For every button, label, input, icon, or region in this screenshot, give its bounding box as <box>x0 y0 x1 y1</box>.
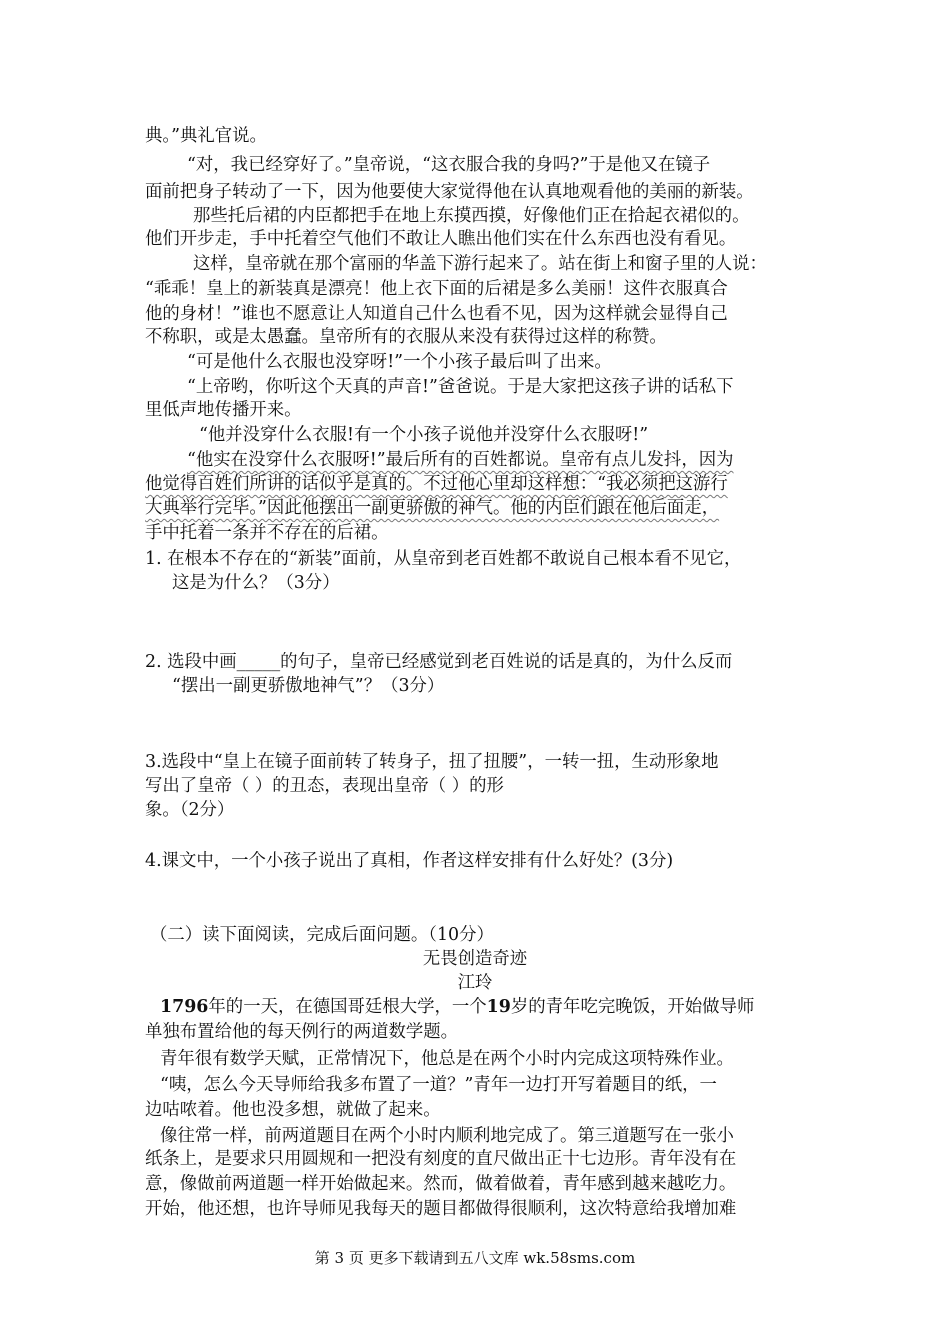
story-line: “可是他什么衣服也没穿呀!”一个小孩子最后叫了出来。 <box>187 352 612 372</box>
story-line: “乖乖！皇上的新装真是漂亮！他上衣下面的后裙是多么美丽！这件衣服真合 <box>145 279 728 299</box>
story-line: 那些托后裙的内臣都把手在地上东摸西摸，好像他们正在拾起衣裙似的。 <box>193 206 750 226</box>
question-3-cont: 象。（2分） <box>145 800 235 820</box>
article-line: 意，像做前两道题一样开始做起来。然而，做着做着，青年感到越来越吃力。 <box>145 1174 737 1194</box>
story-line: 面前把身子转动了一下，因为他要使大家觉得他在认真地观看他的美丽的新装。 <box>145 182 754 202</box>
story-line: 手中托着一条并不存在的后裙。 <box>145 523 389 543</box>
article-author: 江玲 <box>457 973 493 993</box>
article-line: 像往常一样，前两道题目在两个小时内顺利地完成了。第三道题写在一张小 <box>160 1126 734 1146</box>
question-2-cont: “摆出一副更骄傲地神气”？（3分） <box>172 676 445 696</box>
article-text: 岁的青年吃完晚饭，开始做导师 <box>510 997 755 1017</box>
article-line: 纸条上，是要求只用圆规和一把没有刻度的直尺做出正十七边形。青年没有在 <box>145 1149 737 1169</box>
story-line-underlined: 他觉得百姓们所讲的话似乎是真的。不过他心里却这样想：“我必须把这游行 <box>145 474 728 494</box>
article-line: “咦，怎么今天导师给我多布置了一道？”青年一边打开写着题目的纸，一 <box>160 1075 717 1095</box>
story-line: 典。”典礼官说。 <box>145 126 267 146</box>
story-line-underlined: 大典举行完毕。”因此他摆出一副更骄傲的神气。他的内臣们跟在他后面走， <box>145 498 720 518</box>
story-line: 他们开步走，手中托着空气他们不敢让人瞧出他们实在什么东西也没有看见。 <box>145 229 737 249</box>
question-3-cont: 写出了皇帝（ ）的丑态，表现出皇帝（ ）的形 <box>145 776 504 796</box>
article-line <box>160 995 754 1019</box>
article-text: 年的一天，在德国哥廷根大学，一个 <box>208 997 487 1017</box>
section-heading: （二）读下面阅读，完成后面问题。（10分） <box>150 925 494 945</box>
story-line: 里低声地传播开来。 <box>145 400 302 420</box>
page-footer: 第 3 页 更多下载请到五八文库 wk.58sms.com <box>314 1249 636 1267</box>
story-line: 不称职，或是太愚蠢。皇帝所有的衣服从来没有获得过这样的称赞。 <box>145 327 667 347</box>
question-2: 2. 选段中画_____的句子，皇帝已经感觉到老百姓说的话是真的，为什么反而 <box>145 652 733 672</box>
article-line: 单独布置给他的每天例行的两道数学题。 <box>145 1022 459 1042</box>
story-line: 这样，皇帝就在那个富丽的华盖下游行起来了。站在街上和窗子里的人说： <box>193 254 767 274</box>
story-line: “上帝哟，你听这个天真的声音!”爸爸说。于是大家把这孩子讲的话私下 <box>187 377 734 397</box>
question-4: 4.课文中，一个小孩子说出了真相，作者这样安排有什么好处？(3分) <box>145 851 674 871</box>
story-line: “他并没穿什么衣服!有一个小孩子说他并没穿什么衣服呀!” <box>199 425 649 445</box>
year-number: 1796 <box>160 997 209 1017</box>
article-line: 青年很有数学天赋，正常情况下，他总是在两个小时内完成这项特殊作业。 <box>160 1049 734 1069</box>
article-line: 开始，他还想，也许导师见我每天的题目都做得很顺利，这次特意给我增加难 <box>145 1199 737 1219</box>
story-line-underlined: “他实在没穿什么衣服呀!”最后所有的百姓都说。皇帝有点儿发抖，因为 <box>187 450 734 470</box>
question-1-cont: 这是为什么？（3分） <box>172 573 340 593</box>
age-number: 19 <box>486 997 511 1017</box>
article-title: 无畏创造奇迹 <box>422 949 528 969</box>
story-line: “对，我已经穿好了。”皇帝说，“这衣服合我的身吗?”于是他又在镜子 <box>187 155 711 175</box>
question-1: 1. 在根本不存在的“新装”面前，从皇帝到老百姓都不敢说自己根本看不见它， <box>145 549 742 569</box>
article-line: 边咕哝着。他也没多想，就做了起来。 <box>145 1100 441 1120</box>
story-line: 他的身材！”谁也不愿意让人知道自己什么也看不见，因为这样就会显得自己 <box>145 304 728 324</box>
question-3: 3.选段中“皇上在镜子面前转了转身子，扭了扭腰”，一转一扭，生动形象地 <box>145 752 719 772</box>
